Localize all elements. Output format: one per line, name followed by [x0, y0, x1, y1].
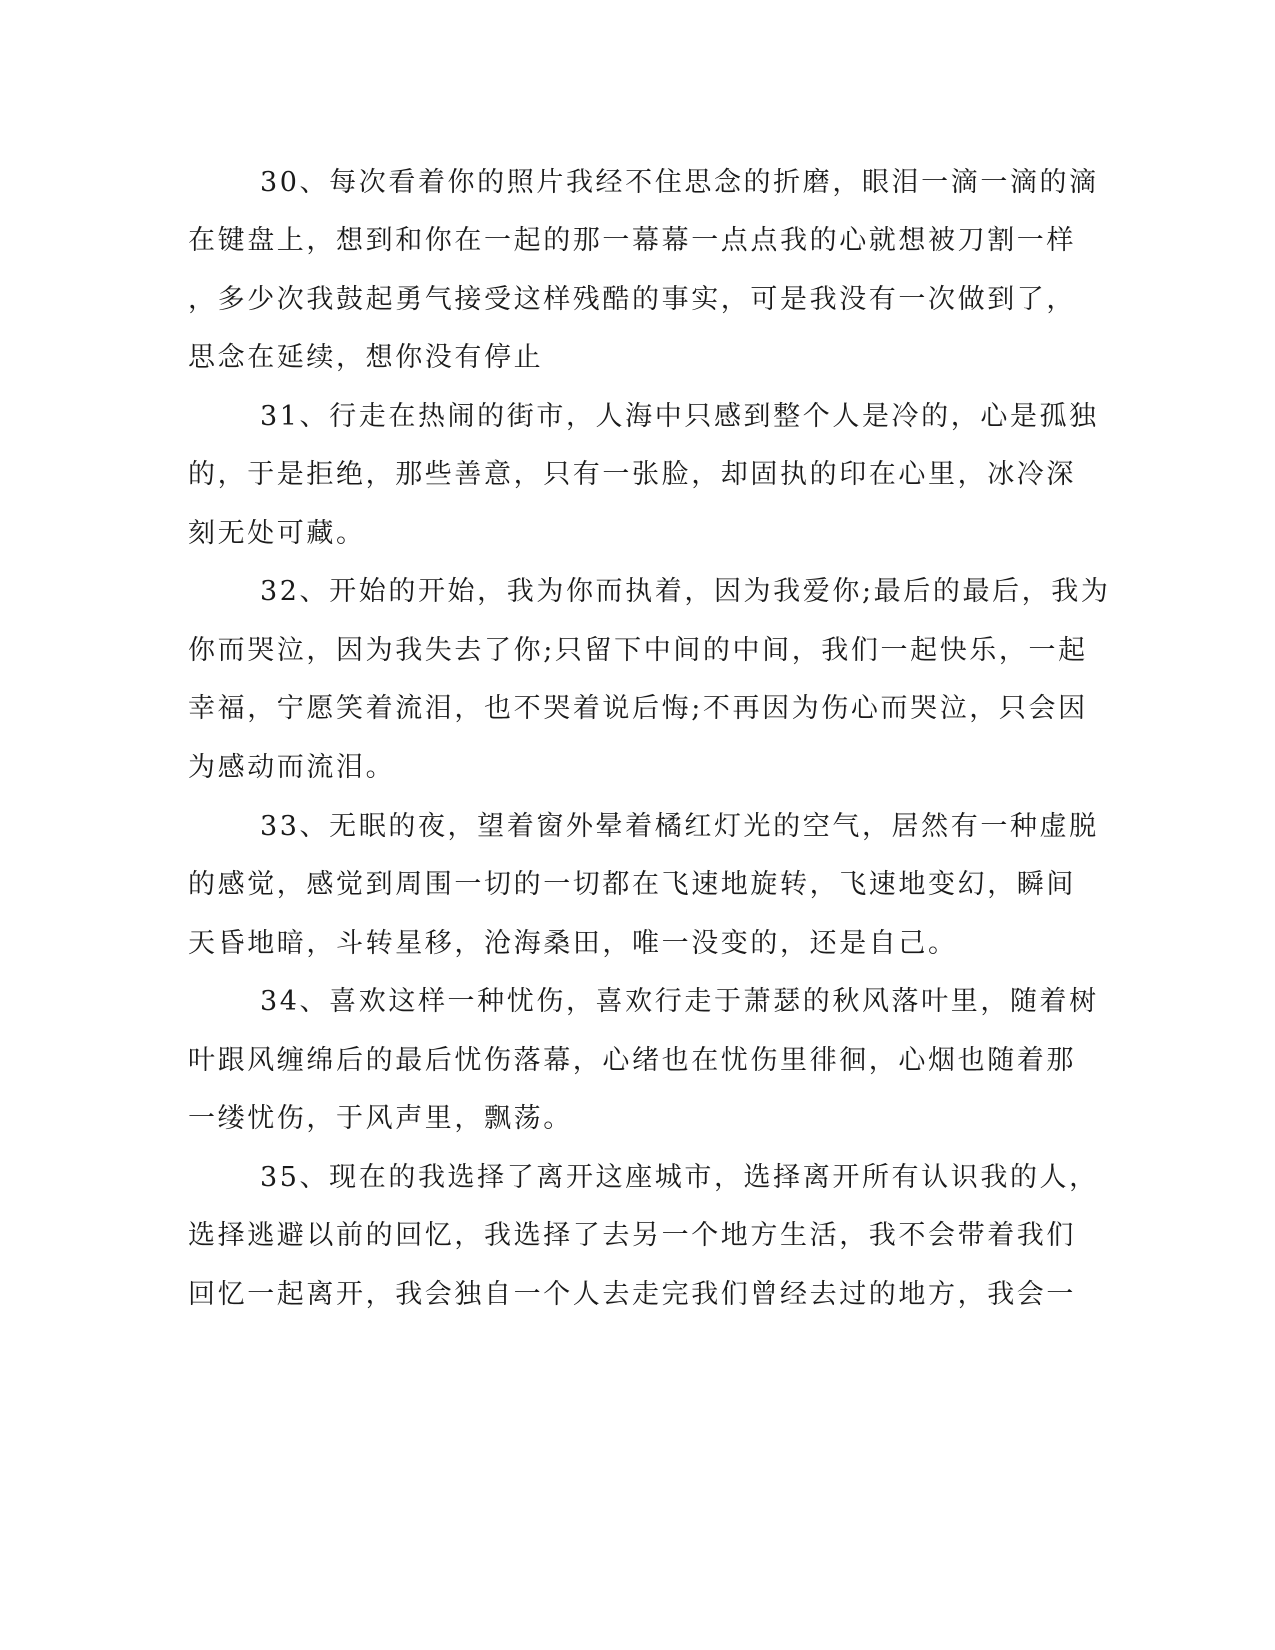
paragraph-32-line-1: 32、开始的开始，我为你而执着，因为我爱你;最后的最后，我为	[260, 576, 1111, 607]
paragraph-35-line-2: 选择逃避以前的回忆，我选择了去另一个地方生活，我不会带着我们	[188, 1220, 1076, 1251]
paragraph-31-line-1: 31、行走在热闹的街市，人海中只感到整个人是冷的，心是孤独	[260, 401, 1099, 432]
paragraph-35-line-1: 35、现在的我选择了离开这座城市，选择离开所有认识我的人，	[260, 1162, 1099, 1193]
paragraph-31-line-2: 的，于是拒绝，那些善意，只有一张脸，却固执的印在心里，冰冷深	[188, 459, 1076, 490]
paragraph-32-line-3: 幸福，宁愿笑着流泪，也不哭着说后悔;不再因为伤心而哭泣，只会因	[188, 693, 1088, 724]
paragraph-34-line-3: 一缕忧伤，于风声里，飘荡。	[188, 1103, 573, 1134]
paragraph-33-line-2: 的感觉，感觉到周围一切的一切都在飞速地旋转，飞速地变幻，瞬间	[188, 869, 1076, 900]
paragraph-31-line-3: 刻无处可藏。	[188, 518, 366, 549]
paragraph-33-line-3: 天昏地暗，斗转星移，沧海桑田，唯一没变的，还是自己。	[188, 928, 958, 959]
paragraph-30-line-4: 思念在延续，想你没有停止	[188, 342, 544, 373]
paragraph-33-line-1: 33、无眠的夜，望着窗外晕着橘红灯光的空气，居然有一种虚脱	[260, 811, 1099, 842]
paragraph-34-line-1: 34、喜欢这样一种忧伤，喜欢行走于萧瑟的秋风落叶里，随着树	[260, 986, 1099, 1017]
paragraph-30-line-2: 在键盘上，想到和你在一起的那一幕幕一点点我的心就想被刀割一样	[188, 225, 1076, 256]
paragraph-32-line-2: 你而哭泣，因为我失去了你;只留下中间的中间，我们一起快乐，一起	[188, 635, 1088, 666]
paragraph-30-line-1: 30、每次看着你的照片我经不住思念的折磨，眼泪一滴一滴的滴	[260, 167, 1099, 198]
paragraph-30-line-3: ，多少次我鼓起勇气接受这样残酷的事实，可是我没有一次做到了，	[188, 284, 1076, 315]
paragraph-34-line-2: 叶跟风缠绵后的最后忧伤落幕，心绪也在忧伤里徘徊，心烟也随着那	[188, 1045, 1076, 1076]
paragraph-32-line-4: 为感动而流泪。	[188, 752, 396, 783]
paragraph-35-line-3: 回忆一起离开，我会独自一个人去走完我们曾经去过的地方，我会一	[188, 1279, 1076, 1310]
